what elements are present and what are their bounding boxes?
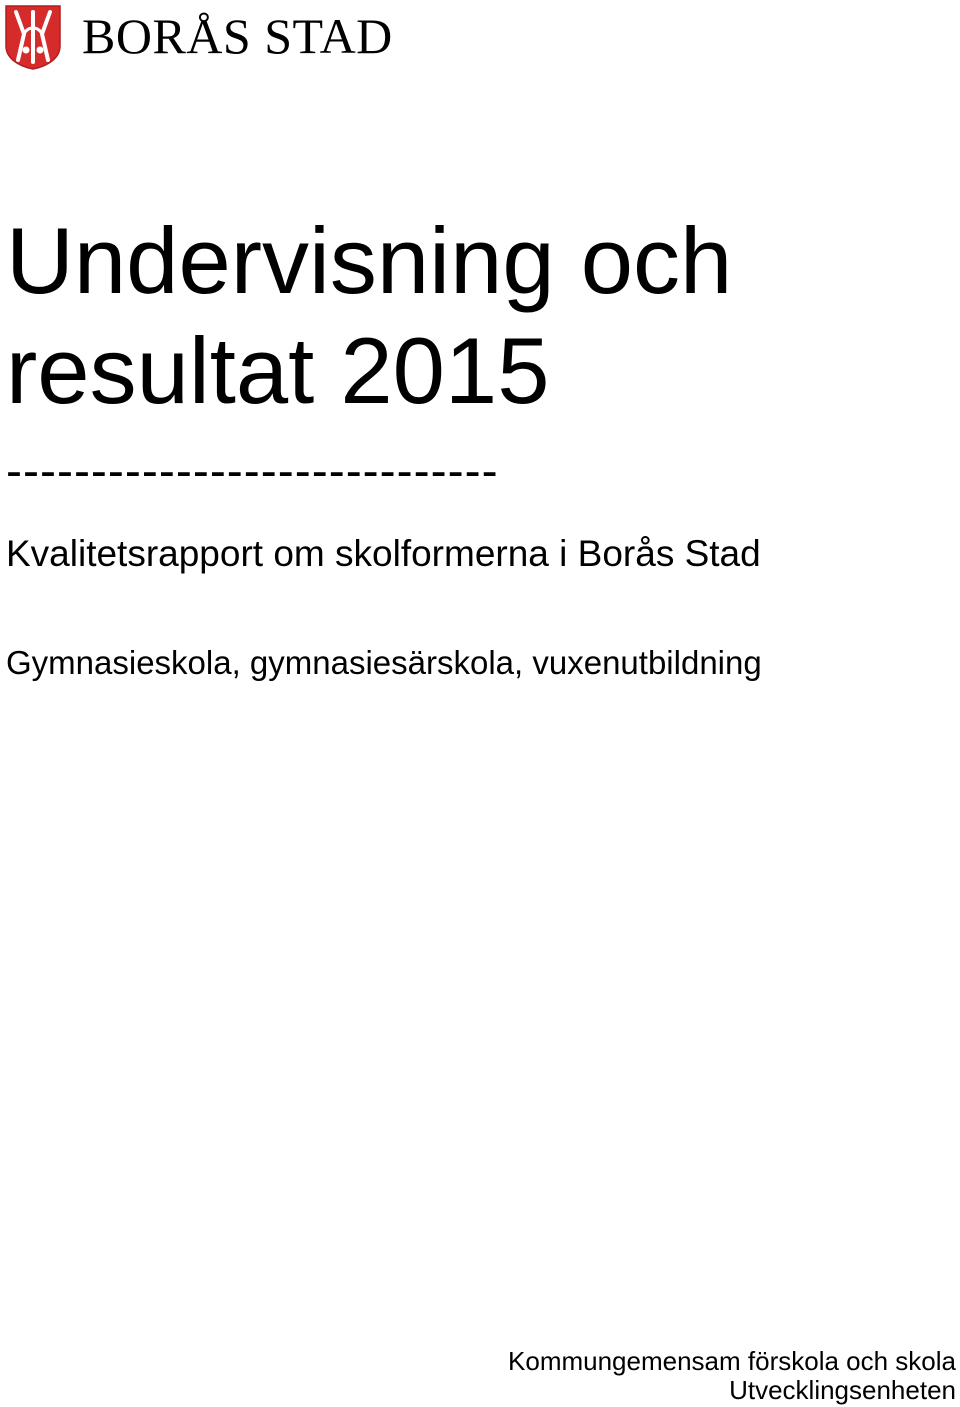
footer — [508, 1347, 956, 1405]
school-forms: Gymnasieskola, gymnasiesärskola, vuxenutbildning — [6, 644, 762, 681]
dashed-separator: ----------------------------- — [6, 445, 499, 498]
title-line-2: resultat 2015 — [6, 318, 550, 423]
header — [4, 4, 62, 70]
title-line-1: Undervisning och — [6, 208, 733, 313]
brand-wordmark: BORÅS STAD — [82, 8, 393, 64]
report-subtitle: Kvalitetsrapport om skolformerna i Borås Stad — [6, 533, 761, 574]
footer-unit: Utvecklingsenheten — [729, 1375, 956, 1405]
city-crest-icon — [4, 4, 62, 70]
footer-department: Kommungemensam förskola och skola — [508, 1346, 956, 1376]
page-title — [6, 206, 732, 426]
